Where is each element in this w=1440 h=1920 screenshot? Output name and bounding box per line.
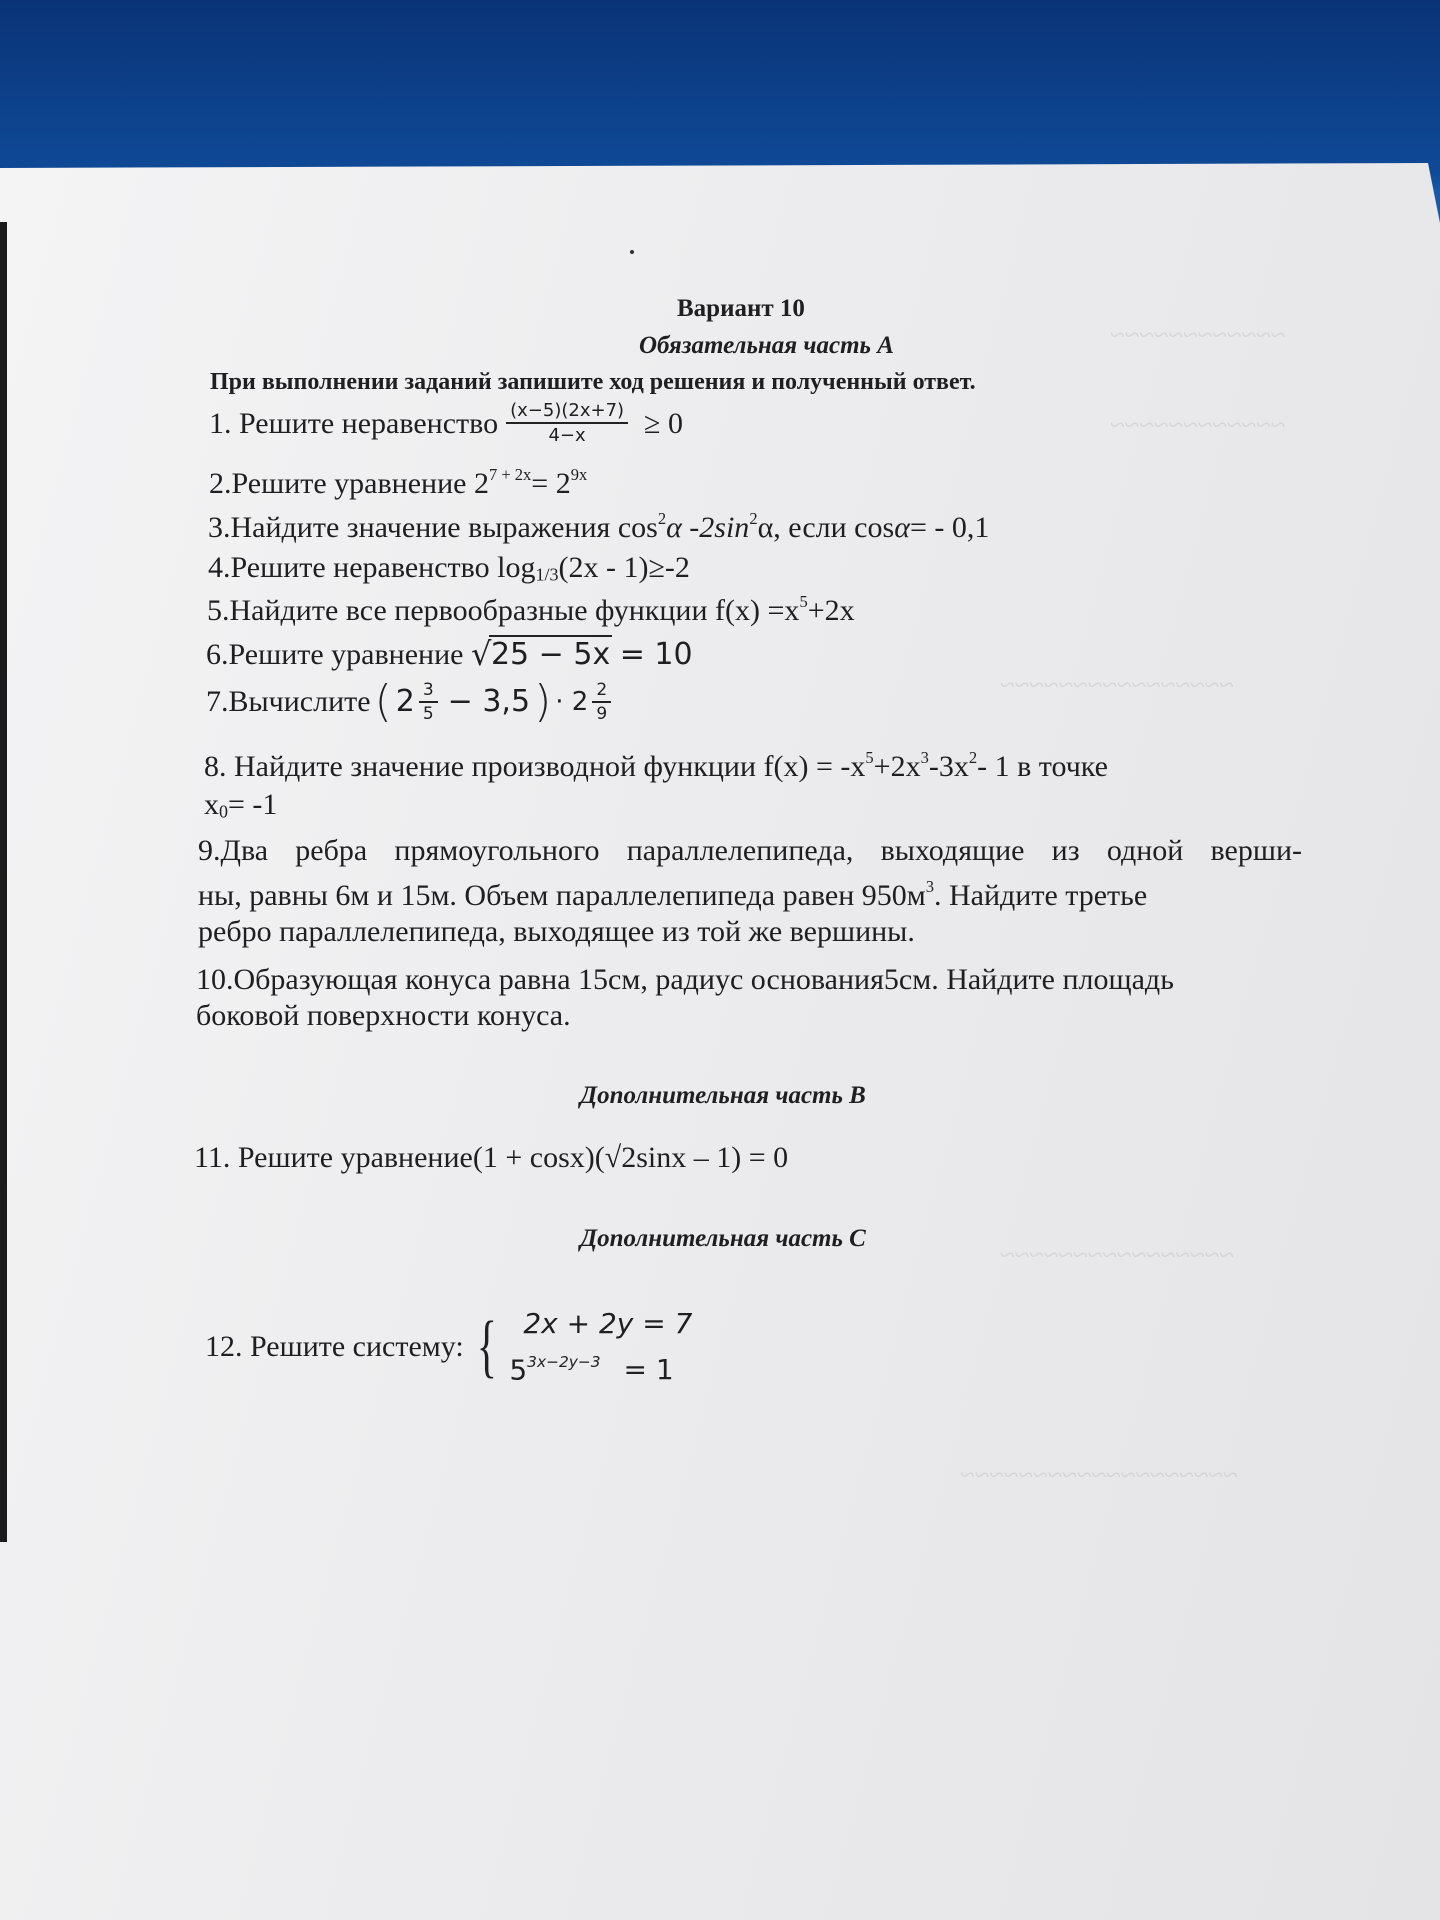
task-7-mid: − 3,5 [447,684,531,719]
show-through-text: ~~~~~~~~~~~~~~~~ [1000,1240,1234,1270]
task-7-fraction-2 [592,679,611,724]
instructions: При выполнении заданий запишите ход решения и полученный ответ. [210,369,976,395]
task-7-whole: 2 [395,684,415,719]
task-12-brace: { [476,1308,497,1386]
task-8-exp-2: 3 [920,748,929,767]
task-8-line-2 [204,790,277,821]
task-6-text: 6.Решите уравнение [206,638,464,671]
task-12-eq2-base: 5 [509,1353,528,1387]
task-8-x: x [204,788,219,821]
section-c-heading: Дополнительная часть С [580,1225,866,1252]
paper-speck [630,250,634,254]
task-10 [196,962,1296,1034]
task-8-part-2: +2x [873,750,921,784]
task-12-text: 12. Решите систему: [205,1330,464,1364]
task-12-system [509,1305,692,1389]
task-9-line-2 [198,869,1302,914]
task-7-den-1: 5 [422,703,434,724]
task-7-dot: · 2 [555,687,589,717]
task-1-denominator: 4−x [548,425,586,446]
task-4-tail: (2x - 1)≥-2 [558,551,690,584]
section-b-heading: Дополнительная часть В [580,1082,866,1109]
task-5-exponent: 5 [799,592,808,611]
show-through-text: ~~~~~~~~~~~~~~~~ [1000,670,1234,700]
task-12-eq2-exponent: 3x−2y−3 [527,1353,601,1371]
task-5-tail: +2x [807,594,855,628]
task-10-line-2: боковой поверхности конуса. [196,999,571,1032]
task-9-exponent: 3 [925,877,934,896]
task-3-tail: = - 0,1 [909,511,990,545]
show-through-text: ~~~~~~~~~~~~~~~~~~~ [960,1460,1238,1490]
task-5-text: 5.Найдите все первообразные функции f(x) =x [207,594,800,628]
task-8-exp-1: 5 [865,748,874,767]
task-7-num-2: 2 [592,682,611,703]
section-a-heading: Обязательная часть А [639,332,894,359]
task-4-text: 4.Решите неравенство log [208,551,536,584]
task-2-text: 2.Решите уравнение 2 [209,467,489,501]
task-2-exponent-1: 7 + 2x [488,465,532,484]
task-9-line-1: 9.Два ребра прямоугольного параллелепипеда, выходящие из одной верши- [198,834,1302,867]
task-12-equation-2 [509,1343,692,1389]
task-1-tail: ≥ 0 [644,406,684,440]
task-1 [209,402,683,445]
task-3-alpha: α [894,511,910,545]
task-12-eq2-tail: = 1 [614,1353,674,1387]
page-title: Вариант 10 [677,295,805,322]
paper-edge-shadow [0,222,7,1542]
task-5 [207,594,855,626]
task-2-mid: = 2 [531,467,571,501]
task-8 [204,750,1108,782]
task-8-exp-3: 2 [968,748,978,767]
task-8-part-4: - 1 в точке [977,750,1108,784]
task-7-den-2: 9 [596,703,608,724]
task-1-numerator: (x−5)(2x+7) [506,402,628,424]
task-7 [206,676,611,727]
task-3-part-1: α -2sin [666,511,750,545]
task-6-sqrt [471,637,612,672]
show-through-text: ~~~~~~~~~~~~ [1110,410,1286,440]
task-8-x-sub: 0 [219,801,228,822]
task-12-equation-1: 2x + 2y = 7 [523,1307,693,1340]
task-6-tail: = 10 [619,637,693,672]
task-7-num-1: 3 [419,682,438,703]
task-11: 11. Решите уравнение(1 + cosx)(√2sinx – 1) = 0 [194,1141,789,1174]
task-3-text: 3.Найдите значение выражения cos [208,511,658,545]
task-9-line-2-b: . Найдите третье [933,879,1148,913]
task-1-fraction [506,402,628,445]
task-2 [209,467,587,499]
task-8-text: 8. Найдите значение производной функции f(x) = -x [204,750,866,784]
task-9 [198,833,1302,950]
task-4-log-base: 1/3 [535,564,559,585]
task-8-part-3: -3x [928,750,969,784]
task-10-line-1: 10.Образующая конуса равна 15см, радиус основания5см. Найдите площадь [196,963,1174,996]
task-7-fraction-1 [419,679,438,724]
task-7-close-paren: ) [534,676,552,727]
task-6-radicand: 25 − 5x [490,637,611,672]
task-3-part-2: α, если cos [757,511,895,545]
task-1-text: 1. Решите неравенство [209,406,499,440]
task-9-line-2-a: ны, равны 6м и 15м. Объем параллелепипеда равен 950м [198,879,926,913]
task-6 [206,637,693,672]
task-7-text: 7.Вычислите [206,685,371,718]
task-3: 3.Найдите значение выражения $\cos^2\alpha$ $-2\sin^2\alpha$, если cosα= - 0,1 [208,509,990,545]
task-12 [205,1305,692,1389]
task-2-exponent-2: 9x [570,465,588,484]
task-4 [208,553,690,584]
task-9-line-3: ребро параллелепипеда, выходящее из той же вершины. [198,915,915,949]
task-8-value: = -1 [228,788,278,821]
show-through-text: ~~~~~~~~~~~~ [1110,320,1286,350]
task-7-open-paren: ( [374,676,392,727]
